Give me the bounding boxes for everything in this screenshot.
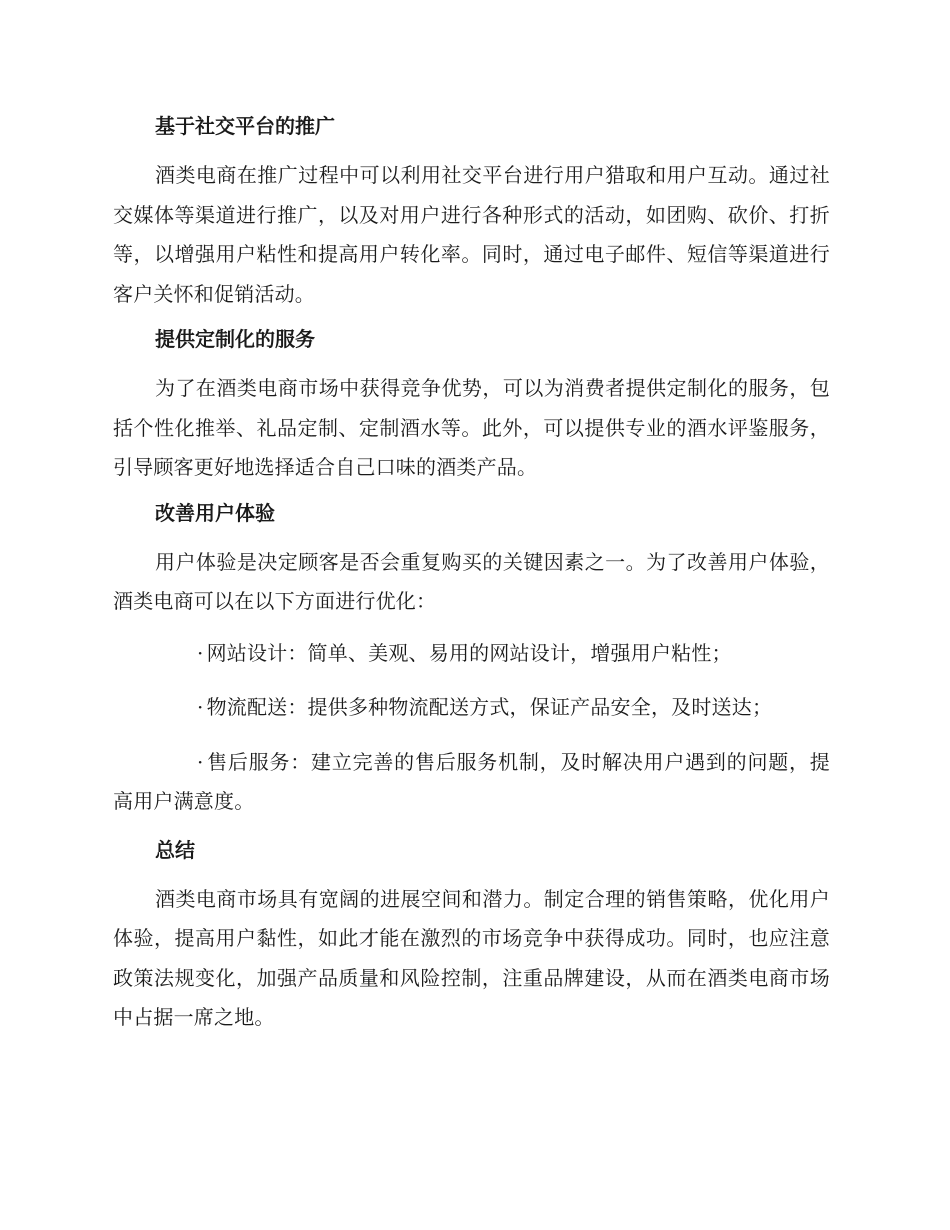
bullet-dot: · — [197, 749, 204, 774]
section-heading-customized-service: 提供定制化的服务 — [155, 327, 315, 351]
bullet-item-after-sales — [113, 743, 830, 822]
paragraph-social-promotion: 酒类电商在推广过程中可以利用社交平台进行用户猎取和用户互动。通过社交媒体等渠道进行推广，以及对用户进行各种形式的活动，如团购、砍价、打折等，以增强用户粘性和提高用户转化率。同时，通过电子邮件、短信等渠道进行客户关怀和促销活动。 — [113, 163, 830, 306]
section-heading-social-promotion: 基于社交平台的推广 — [155, 114, 335, 138]
paragraph-summary: 酒类电商市场具有宽阔的进展空间和潜力。制定合理的销售策略，优化用户体验，提高用户黏性，如此才能在激烈的市场竞争中获得成功。同时，也应注意政策法规变化，加强产品质量和风险控制，注重品牌建设，从而在酒类电商市场中占据一席之地。 — [113, 886, 830, 1029]
document-page — [113, 103, 830, 1050]
bullet-dot: · — [197, 695, 204, 719]
section-heading-summary: 总结 — [155, 837, 195, 862]
paragraph-user-experience: 用户体验是决定顾客是否会重复购买的关键因素之一。为了改善用户体验，酒类电商可以在以下方面进行优化： — [113, 549, 830, 613]
bullet-text: 售后服务：建立完善的售后服务机制，及时解决用户遇到的问题，提高用户满意度。 — [113, 749, 830, 813]
paragraph-customized-service: 为了在酒类电商市场中获得竞争优势，可以为消费者提供定制化的服务，包括个性化推举、礼品定制、定制酒水等。此外，可以提供专业的酒水评鉴服务，引导顾客更好地选择适合自己口味的酒类产品。 — [113, 376, 830, 479]
bullet-item-website-design — [113, 634, 830, 674]
bullet-text: 物流配送：提供多种物流配送方式，保证产品安全，及时送达； — [206, 695, 773, 719]
bullet-item-logistics — [113, 688, 830, 728]
section-heading-user-experience: 改善用户体验 — [155, 500, 275, 525]
bullet-text: 网站设计：简单、美观、易用的网站设计，增强用户粘性； — [206, 640, 732, 665]
bullet-dot: · — [197, 640, 204, 665]
